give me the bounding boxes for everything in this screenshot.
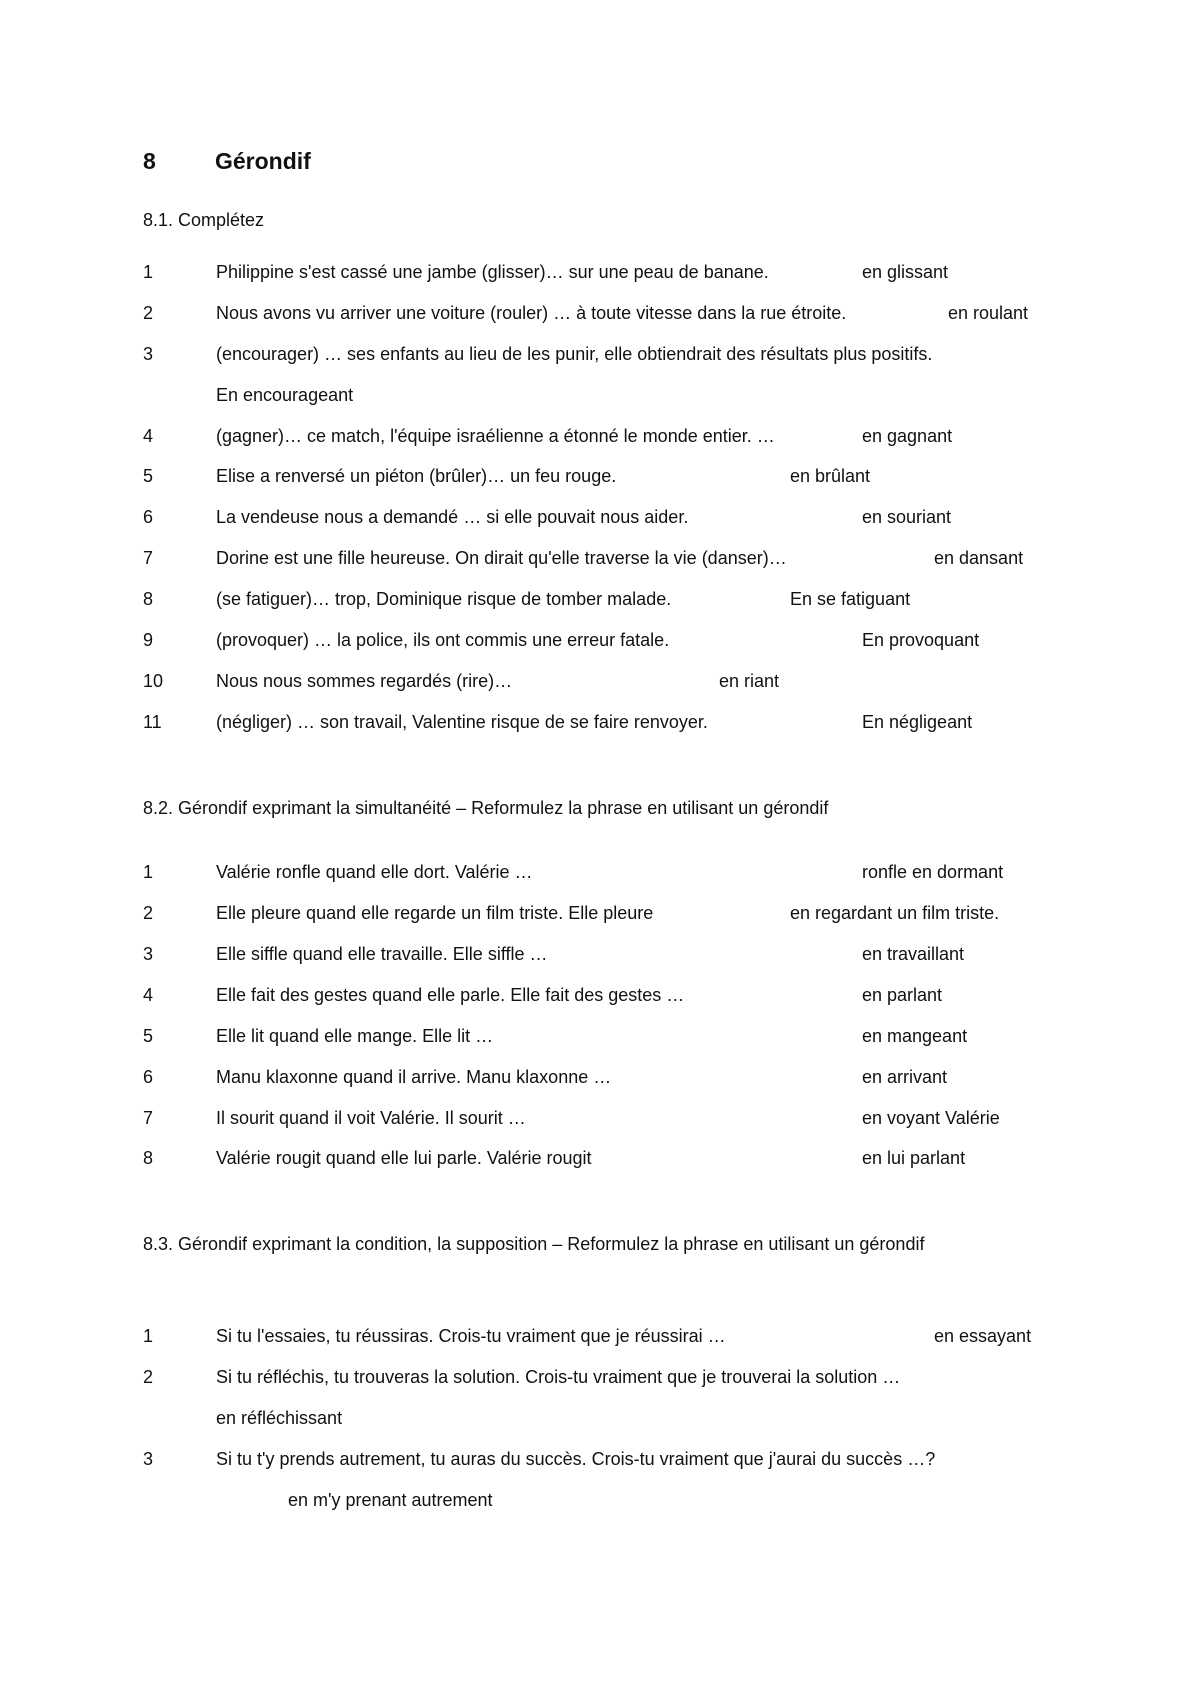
item-question: La vendeuse nous a demandé … si elle pouvait nous aider.: [216, 507, 689, 527]
item-number: 6: [143, 1067, 154, 1087]
item-number: 3: [143, 944, 154, 964]
section-heading: 8.1. Complétez: [143, 210, 265, 230]
exercise-row: [0, 1326, 1200, 1352]
exercise-row: [0, 589, 1200, 615]
item-question: (se fatiguer)… trop, Dominique risque de tomber malade.: [216, 589, 672, 609]
item-number: 4: [143, 985, 154, 1005]
item-question: Elise a renversé un piéton (brûler)… un feu rouge.: [216, 466, 617, 486]
item-answer: en lui parlant: [862, 1148, 966, 1168]
item-number: 8: [143, 1148, 154, 1168]
item-question: Si tu t'y prends autrement, tu auras du succès. Crois-tu vraiment que j'aurai du succès …?: [216, 1449, 936, 1469]
item-answer: en roulant: [948, 303, 1029, 323]
item-number: 11: [143, 712, 162, 732]
item-number: 8: [143, 589, 154, 609]
exercise-row: [0, 630, 1200, 656]
chapter-number: 8: [143, 148, 156, 174]
item-question: Elle fait des gestes quand elle parle. Elle fait des gestes …: [216, 985, 685, 1005]
item-number: 6: [143, 507, 154, 527]
item-number: 1: [143, 262, 154, 282]
exercise-row: [0, 1367, 1200, 1393]
item-answer: en regardant un film triste.: [790, 903, 1000, 923]
exercise-row: [0, 1148, 1200, 1174]
item-answer: En négligeant: [862, 712, 973, 732]
item-question: Nous nous sommes regardés (rire)…: [216, 671, 513, 691]
item-question: Elle siffle quand elle travaille. Elle siffle …: [216, 944, 548, 964]
item-question: Valérie ronfle quand elle dort. Valérie …: [216, 862, 533, 882]
exercise-row: [0, 466, 1200, 492]
exercise-row: [0, 862, 1200, 888]
item-number: 4: [143, 426, 154, 446]
exercise-row: [0, 985, 1200, 1011]
item-number: 7: [143, 1108, 154, 1128]
exercise-row: [0, 903, 1200, 929]
item-answer: en arrivant: [862, 1067, 948, 1087]
exercise-row: [0, 507, 1200, 533]
exercise-row: [0, 1449, 1200, 1475]
item-number: 2: [143, 1367, 154, 1387]
item-question: Philippine s'est cassé une jambe (glisser)… sur une peau de banane.: [216, 262, 769, 282]
item-question: (négliger) … son travail, Valentine risque de se faire renvoyer.: [216, 712, 708, 732]
exercise-row: [0, 344, 1200, 370]
exercise-row: [0, 671, 1200, 697]
exercise-row: [0, 944, 1200, 970]
item-number: 3: [143, 1449, 154, 1469]
item-question: Elle pleure quand elle regarde un film triste. Elle pleure: [216, 903, 654, 923]
exercise-row: [0, 1026, 1200, 1052]
item-question: Nous avons vu arriver une voiture (rouler) … à toute vitesse dans la rue étroite.: [216, 303, 847, 323]
item-question: Dorine est une fille heureuse. On dirait qu'elle traverse la vie (danser)…: [216, 548, 787, 568]
item-question: Il sourit quand il voit Valérie. Il sourit …: [216, 1108, 526, 1128]
exercise-row: [0, 1108, 1200, 1134]
section-heading: 8.2. Gérondif exprimant la simultanéité – Reformulez la phrase en utilisant un gérondif: [143, 798, 829, 818]
item-answer: en voyant Valérie: [862, 1108, 1000, 1128]
item-number: 1: [143, 1326, 154, 1346]
item-answer: en dansant: [934, 548, 1024, 568]
item-answer: En se fatiguant: [790, 589, 911, 609]
item-question: Valérie rougit quand elle lui parle. Valérie rougit: [216, 1148, 592, 1168]
item-number: 10: [143, 671, 164, 691]
item-number: 7: [143, 548, 154, 568]
item-question: Manu klaxonne quand il arrive. Manu klaxonne …: [216, 1067, 612, 1087]
item-answer: en gagnant: [862, 426, 953, 446]
item-number: 9: [143, 630, 154, 650]
item-question: Si tu réfléchis, tu trouveras la solution. Crois-tu vraiment que je trouverai la solution …: [216, 1367, 901, 1387]
item-answer: en essayant: [934, 1326, 1032, 1346]
item-question: (encourager) … ses enfants au lieu de les punir, elle obtiendrait des résultats plus positifs.: [216, 344, 933, 364]
item-question: (provoquer) … la police, ils ont commis une erreur fatale.: [216, 630, 670, 650]
item-answer: en brûlant: [790, 466, 871, 486]
section-heading: 8.3. Gérondif exprimant la condition, la supposition – Reformulez la phrase en utilisant un gérondif: [143, 1234, 925, 1254]
item-number: 3: [143, 344, 154, 364]
item-answer: en m'y prenant autrement: [288, 1490, 493, 1510]
item-answer: en parlant: [862, 985, 943, 1005]
item-question: Si tu l'essaies, tu réussiras. Crois-tu vraiment que je réussirai …: [216, 1326, 726, 1346]
item-answer: en travaillant: [862, 944, 965, 964]
item-answer: en réfléchissant: [216, 1408, 343, 1428]
exercise-row: [0, 548, 1200, 574]
item-number: 1: [143, 862, 154, 882]
item-number: 5: [143, 1026, 154, 1046]
item-answer: en riant: [719, 671, 780, 691]
item-answer: En provoquant: [862, 630, 980, 650]
item-number: 2: [143, 903, 154, 923]
item-answer: en glissant: [862, 262, 949, 282]
item-question: Elle lit quand elle mange. Elle lit …: [216, 1026, 494, 1046]
chapter-heading: Gérondif: [215, 148, 311, 174]
exercise-row: [0, 1067, 1200, 1093]
item-answer: en souriant: [862, 507, 952, 527]
item-number: 5: [143, 466, 154, 486]
item-question: (gagner)… ce match, l'équipe israélienne a étonné le monde entier. …: [216, 426, 775, 446]
exercise-row: [0, 712, 1200, 738]
item-answer: ronfle en dormant: [862, 862, 1004, 882]
item-number: 2: [143, 303, 154, 323]
exercise-row: [0, 303, 1200, 329]
exercise-row: [0, 262, 1200, 288]
item-answer: en mangeant: [862, 1026, 968, 1046]
exercise-row: [0, 426, 1200, 452]
item-answer: En encourageant: [216, 385, 354, 405]
